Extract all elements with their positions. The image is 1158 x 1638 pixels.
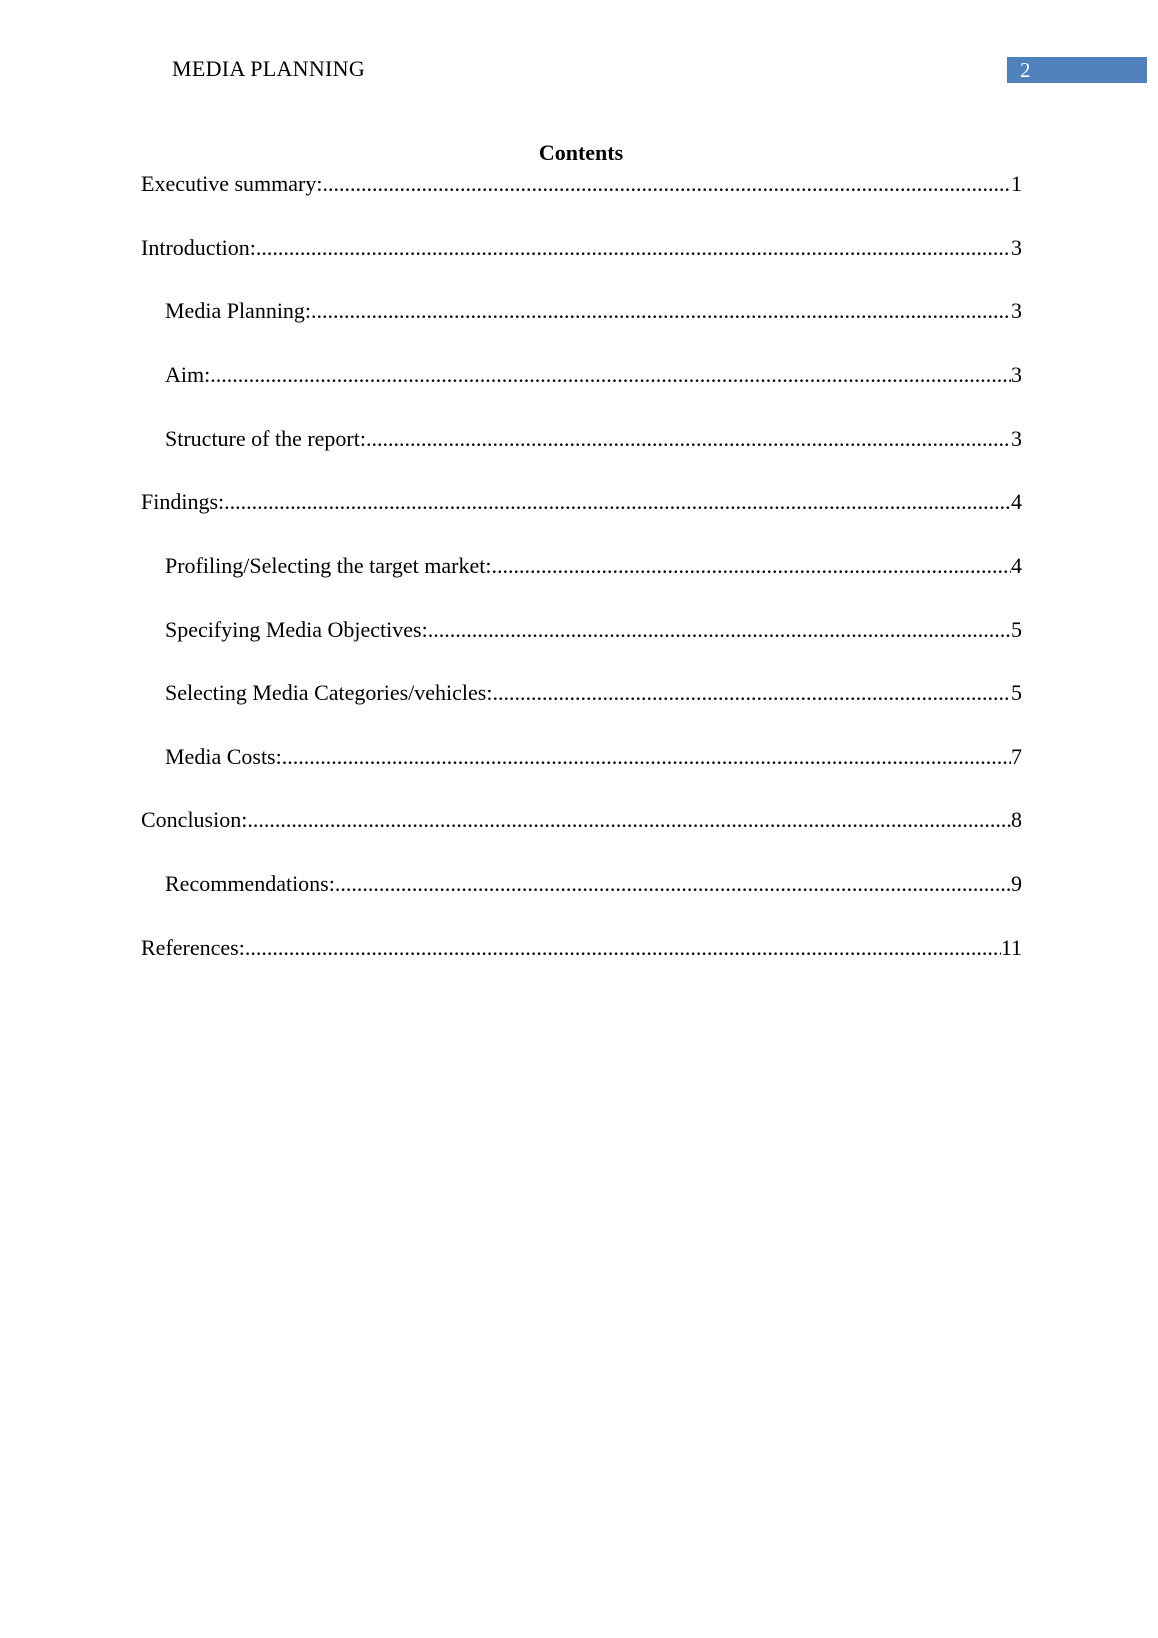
toc-entry-profiling-target-market[interactable] <box>165 552 1022 580</box>
toc-entry-structure-of-report[interactable] <box>165 425 1022 453</box>
toc-leader-dots <box>311 297 1011 325</box>
toc-entry-page: 4 <box>1011 553 1022 578</box>
toc-entry-label: References: <box>141 935 245 960</box>
toc-entry-label: Introduction: <box>141 235 256 260</box>
toc-entry-page: 3 <box>1011 362 1022 387</box>
toc-heading: Contents <box>538 140 624 165</box>
toc-entry-label: Profiling/Selecting the target market: <box>165 553 492 578</box>
toc-entry-media-costs[interactable] <box>165 743 1022 771</box>
toc-leader-dots <box>224 488 1011 516</box>
toc-entry-conclusion[interactable] <box>141 806 1022 834</box>
toc-entry-label: Conclusion: <box>141 807 248 832</box>
page-number: 2 <box>1020 58 1031 82</box>
toc-entry-page: 3 <box>1011 298 1022 323</box>
toc-entry-page: 5 <box>1011 680 1022 705</box>
toc-leader-dots <box>492 679 1011 707</box>
toc-entry-label: Selecting Media Categories/vehicles: <box>165 680 493 705</box>
toc-leader-dots <box>491 552 1011 580</box>
toc-entry-label: Aim: <box>165 362 211 387</box>
toc-entry-page: 1 <box>1011 171 1022 196</box>
toc-leader-dots <box>210 361 1011 389</box>
toc-entry-page: 5 <box>1011 617 1022 642</box>
toc-entry-media-objectives[interactable] <box>165 616 1022 644</box>
toc-entry-media-planning[interactable] <box>165 297 1022 325</box>
toc-leader-dots <box>256 234 1011 262</box>
toc-leader-dots <box>428 616 1011 644</box>
toc-leader-dots <box>335 870 1011 898</box>
toc-entry-page: 9 <box>1011 871 1022 896</box>
running-header-title: MEDIA PLANNING <box>172 56 366 81</box>
toc-entry-label: Media Costs: <box>165 744 282 769</box>
toc-entry-aim[interactable] <box>165 361 1022 389</box>
toc-entry-page: 3 <box>1011 426 1022 451</box>
toc-entry-page: 11 <box>1000 935 1022 960</box>
toc-leader-dots <box>366 425 1011 453</box>
toc-entry-page: 4 <box>1011 489 1022 514</box>
toc-entry-label: Specifying Media Objectives: <box>165 617 428 642</box>
toc-entry-label: Media Planning: <box>165 298 312 323</box>
toc-leader-dots <box>245 934 1001 962</box>
toc-leader-dots <box>282 743 1011 771</box>
toc-entry-label: Executive summary: <box>141 171 323 196</box>
toc-entry-recommendations[interactable] <box>165 870 1022 898</box>
toc-entry-media-categories[interactable] <box>165 679 1022 707</box>
toc-entry-label: Findings: <box>141 489 225 514</box>
toc-entry-introduction[interactable] <box>141 234 1022 262</box>
toc-entry-label: Recommendations: <box>165 871 335 896</box>
toc-entry-executive-summary[interactable] <box>141 170 1022 198</box>
toc-entry-label: Structure of the report: <box>165 426 366 451</box>
toc-entry-page: 8 <box>1011 807 1022 832</box>
toc-entry-references[interactable] <box>141 934 1022 962</box>
toc-leader-dots <box>247 806 1011 834</box>
toc-entry-findings[interactable] <box>141 488 1022 516</box>
toc-leader-dots <box>322 170 1011 198</box>
toc-entry-page: 3 <box>1011 235 1022 260</box>
toc-entry-page: 7 <box>1011 744 1022 769</box>
